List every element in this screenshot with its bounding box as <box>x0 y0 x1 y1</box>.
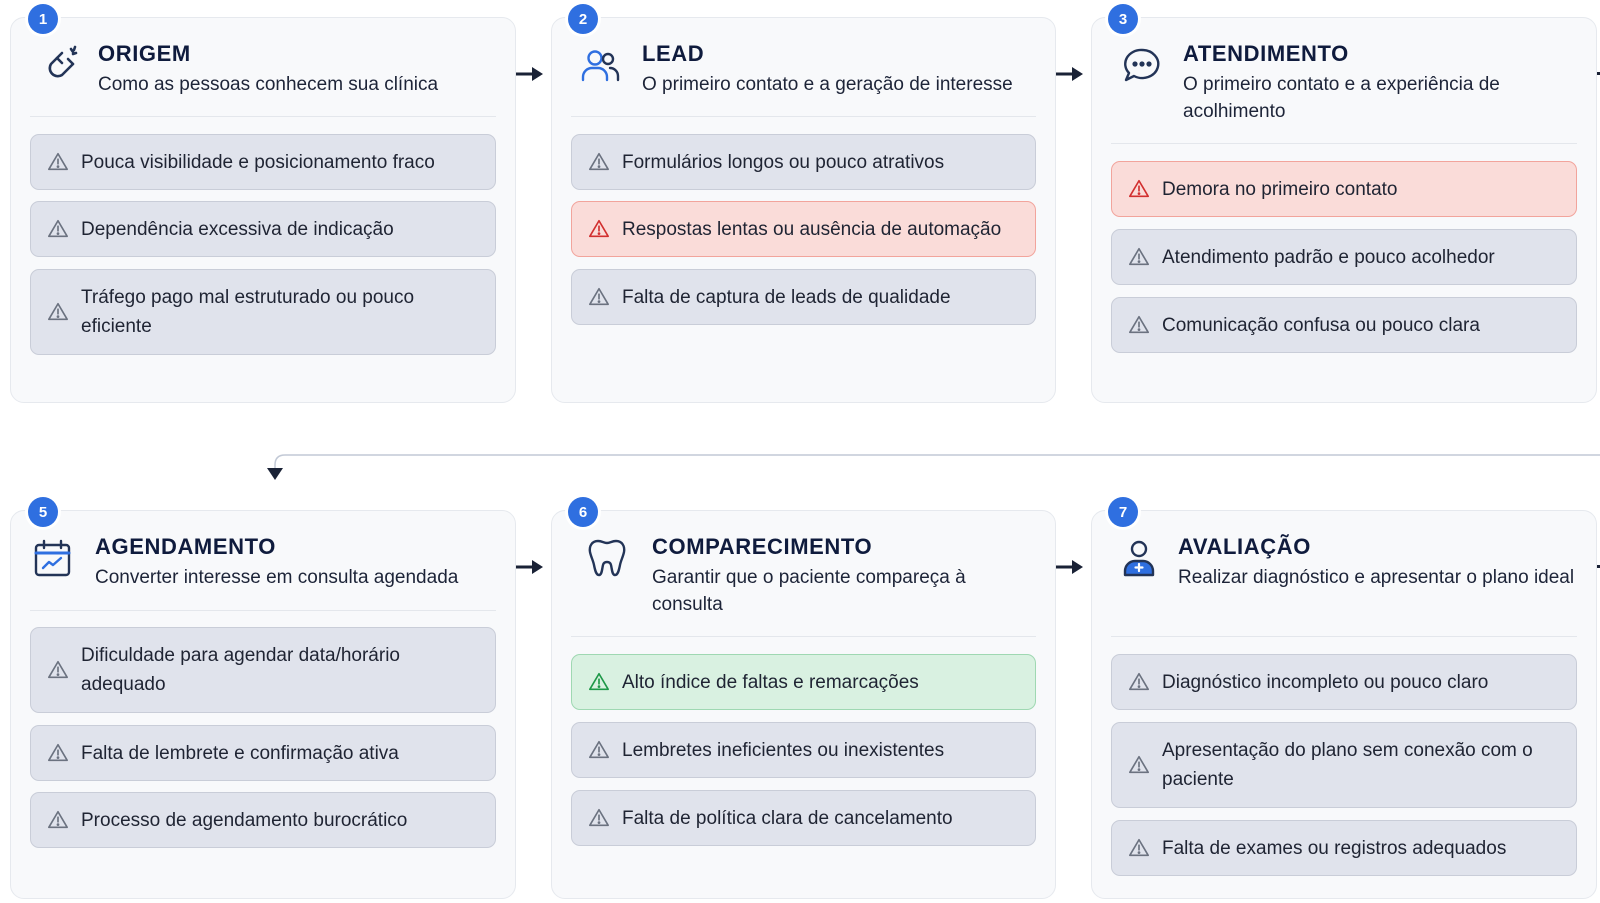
issue-text: Lembretes ineficientes ou inexistentes <box>622 739 945 761</box>
issue-item <box>1111 820 1577 876</box>
issue-text: Falta de política clara de cancelamento <box>622 807 953 829</box>
stage-subtitle: Garantir que o paciente compareça à consulta <box>652 567 966 615</box>
issue-item <box>30 201 496 257</box>
issue-item-critical <box>571 201 1036 257</box>
stage-subtitle: Converter interesse em consulta agendada <box>95 567 459 588</box>
warning-icon <box>1128 178 1150 200</box>
issue-text: Dificuldade para agendar data/horário adequado <box>81 645 400 695</box>
warning-icon <box>588 151 610 173</box>
issue-item <box>571 790 1036 846</box>
issue-item <box>1111 229 1577 285</box>
issue-item <box>571 134 1036 190</box>
stage-divider <box>1111 636 1577 637</box>
stage-divider <box>1111 143 1577 144</box>
step-number-badge: 3 <box>1108 4 1138 34</box>
warning-icon <box>588 286 610 308</box>
stage-title: AVALIAÇÃO <box>1178 534 1311 559</box>
warning-icon <box>47 218 69 240</box>
doctor-icon <box>1117 537 1161 581</box>
warning-icon <box>1128 246 1150 268</box>
step-number-badge: 6 <box>568 497 598 527</box>
tooth-icon <box>585 536 629 580</box>
issue-item <box>1111 297 1577 353</box>
issue-text: Falta de captura de leads de qualidade <box>622 286 951 308</box>
issue-text: Processo de agendamento burocrático <box>81 809 408 831</box>
stage-title: LEAD <box>642 41 705 66</box>
issue-text: Atendimento padrão e pouco acolhedor <box>1162 246 1495 268</box>
stage-subtitle: Realizar diagnóstico e apresentar o plano ideal <box>1178 567 1575 588</box>
issue-text: Falta de lembrete e confirmação ativa <box>81 742 399 764</box>
step-number-badge: 7 <box>1108 497 1138 527</box>
issue-text: Comunicação confusa ou pouco clara <box>1162 314 1480 336</box>
issue-item <box>1111 722 1577 808</box>
issue-item-critical <box>1111 161 1577 217</box>
issue-text: Dependência excessiva de indicação <box>81 218 394 240</box>
step-number-badge: 5 <box>28 497 58 527</box>
stage-title: ORIGEM <box>98 41 191 66</box>
chat-bubble-icon <box>1120 44 1164 88</box>
warning-icon <box>1128 754 1150 776</box>
step-number-badge: 2 <box>568 4 598 34</box>
warning-icon <box>47 151 69 173</box>
calendar-icon <box>31 537 75 581</box>
stage-divider <box>571 116 1036 117</box>
warning-icon <box>1128 837 1150 859</box>
stage-subtitle: Como as pessoas conhecem sua clínica <box>98 74 439 95</box>
issue-text: Respostas lentas ou ausência de automação <box>622 218 1002 240</box>
issue-text: Diagnóstico incompleto ou pouco claro <box>1162 671 1489 693</box>
stage-title: AGENDAMENTO <box>95 534 276 559</box>
issue-item <box>571 722 1036 778</box>
warning-icon <box>47 742 69 764</box>
issue-item <box>30 725 496 781</box>
stage-divider <box>571 636 1036 637</box>
warning-icon <box>588 807 610 829</box>
stage-divider <box>30 116 496 117</box>
warning-icon <box>1128 671 1150 693</box>
users-icon <box>578 44 622 88</box>
issue-text: Demora no primeiro contato <box>1162 178 1398 200</box>
issue-item <box>30 792 496 848</box>
warning-icon <box>47 659 69 681</box>
stage-subtitle: O primeiro contato e a experiência de acolhimento <box>1183 74 1500 122</box>
issue-item <box>30 269 496 355</box>
stage-title: COMPARECIMENTO <box>652 534 873 559</box>
stage-title: ATENDIMENTO <box>1183 41 1349 66</box>
step-number-badge: 1 <box>28 4 58 34</box>
issue-text: Falta de exames ou registros adequados <box>1162 837 1507 859</box>
warning-icon <box>1128 314 1150 336</box>
warning-icon <box>47 301 69 323</box>
magnet-icon <box>36 44 80 88</box>
issue-item <box>1111 654 1577 710</box>
warning-icon <box>588 218 610 240</box>
issue-text: Tráfego pago mal estruturado ou pouco eficiente <box>81 287 415 337</box>
issue-item-positive <box>571 654 1036 710</box>
issue-item <box>571 269 1036 325</box>
issue-text: Alto índice de faltas e remarcações <box>622 671 919 693</box>
stage-subtitle: O primeiro contato e a geração de interesse <box>642 74 1013 95</box>
warning-icon <box>588 671 610 693</box>
stage-divider <box>30 610 496 611</box>
issue-text: Pouca visibilidade e posicionamento fraco <box>81 151 435 173</box>
issue-text: Formulários longos ou pouco atrativos <box>622 151 945 173</box>
issue-text: Apresentação do plano sem conexão com o paciente <box>1162 740 1533 790</box>
warning-icon <box>47 809 69 831</box>
issue-item <box>30 627 496 713</box>
warning-icon <box>588 739 610 761</box>
issue-item <box>30 134 496 190</box>
